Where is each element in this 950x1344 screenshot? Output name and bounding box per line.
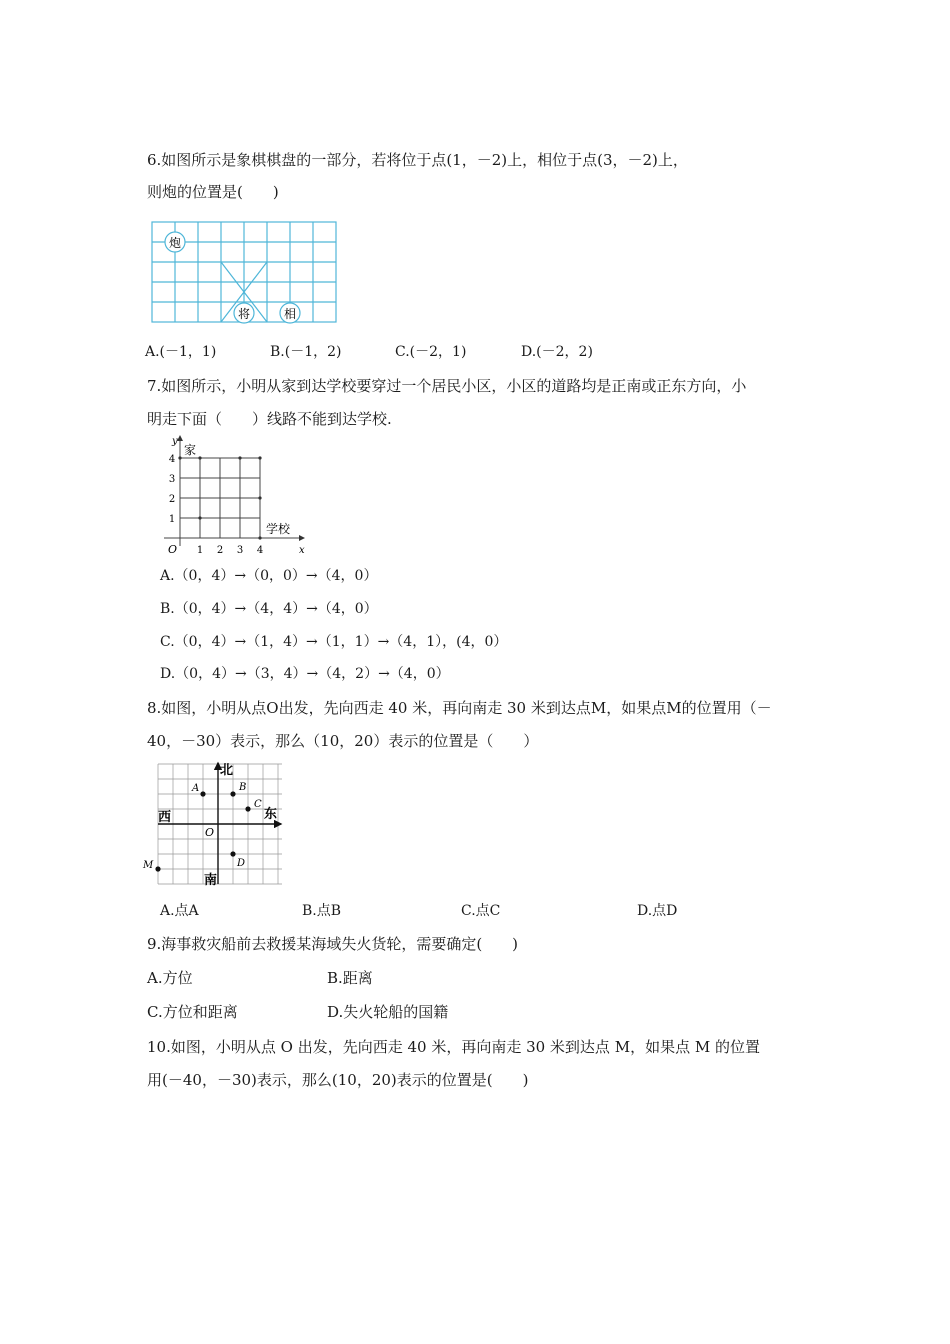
q10-stem-line2: 用(－40，－30)表示，那么(10，20)表示的位置是( ): [147, 1071, 529, 1089]
point-b-label: B: [239, 782, 247, 793]
q8-stem-line1: 8.如图，小明从点O出发，先向西走 40 米，再向南走 30 米到达点M，如果点M的位置用（－: [147, 699, 772, 717]
q7-route-grid-figure: [160, 434, 310, 558]
north-label: 北: [220, 763, 234, 778]
q9-option-c: C.方位和距离: [147, 1003, 238, 1021]
q7-option-c: C.（0，4）→（1，4）→（1，1）→（4，1），(4，0）: [160, 634, 508, 650]
q7-stem-line1: 7.如图所示，小明从家到达学校要穿过一个居民小区，小区的道路均是正南或正东方向，小: [147, 377, 747, 395]
origin-label: O: [168, 543, 178, 556]
x-tick-4: 4: [256, 545, 264, 556]
y-tick-3: 3: [168, 474, 176, 485]
x-tick-3: 3: [236, 545, 244, 556]
west-label: 西: [158, 810, 172, 825]
x-axis-label: x: [299, 545, 305, 556]
point-c-dot: [245, 806, 250, 811]
q6-option-b: B.(－1，2): [270, 344, 342, 360]
jiang-label: 将: [237, 307, 251, 321]
q10-stem-line1: 10.如图，小明从点 O 出发，先向西走 40 米，再向南走 30 米到达点 M，如果点 M 的位置: [147, 1038, 760, 1056]
y-tick-4: 4: [168, 454, 176, 465]
q8-stem-line2: 40，－30）表示，那么（10，20）表示的位置是（ ）: [147, 732, 539, 750]
q7-option-b: B.（0，4）→（4，4）→（4，0）: [160, 601, 378, 617]
q7-option-a: A.（0，4）→（0，0）→（4，0）: [160, 568, 378, 584]
q9-option-a: A.方位: [147, 969, 193, 987]
q6-option-d: D.(－2，2): [521, 344, 593, 360]
q9-stem: 9.海事救灾船前去救援某海域失火货轮，需要确定( ): [147, 935, 519, 953]
point-m-label: M: [143, 860, 154, 871]
point-c-label: C: [254, 799, 262, 810]
point-a-label: A: [192, 783, 200, 794]
y-axis-label: y: [172, 436, 178, 447]
east-label: 东: [264, 807, 278, 822]
q7-option-d: D.（0，4）→（3，4）→（4，2）→（4，0）: [160, 666, 450, 682]
q6-stem-line2: 则炮的位置是( ): [147, 183, 279, 201]
y-tick-1: 1: [168, 514, 176, 525]
home-label: 家: [184, 443, 197, 457]
point-d-dot: [230, 851, 235, 856]
q6-option-c: C.(－2，1): [395, 344, 467, 360]
q6-stem-line1: 6.如图所示是象棋棋盘的一部分，若将位于点(1，－2)上，相位于点(3，－2)上，: [147, 151, 688, 169]
q7-stem-line2: 明走下面（ ）线路不能到达学校.: [147, 410, 392, 428]
point-b-dot: [230, 791, 235, 796]
q8-option-a: A.点A: [160, 903, 199, 919]
school-label: 学校: [266, 522, 291, 536]
pao-label: 炮: [168, 236, 182, 250]
y-tick-2: 2: [168, 494, 176, 505]
q8-option-d: D.点D: [637, 903, 678, 919]
point-m-dot: [155, 866, 160, 871]
point-a-dot: [200, 791, 205, 796]
south-label: 南: [204, 873, 218, 888]
origin-o-label: O: [205, 826, 215, 839]
q8-option-c: C.点C: [461, 903, 501, 919]
x-tick-2: 2: [216, 545, 224, 556]
q6-chessboard-figure: [150, 220, 340, 330]
point-d-label: D: [237, 858, 246, 869]
q8-compass-grid-figure: [142, 760, 287, 888]
q6-option-a: A.(－1，1): [145, 344, 217, 360]
q8-option-b: B.点B: [302, 903, 342, 919]
q9-option-d: D.失火轮船的国籍: [327, 1003, 449, 1021]
xiang-label: 相: [283, 307, 297, 321]
q9-option-b: B.距离: [327, 969, 373, 987]
x-tick-1: 1: [196, 545, 204, 556]
